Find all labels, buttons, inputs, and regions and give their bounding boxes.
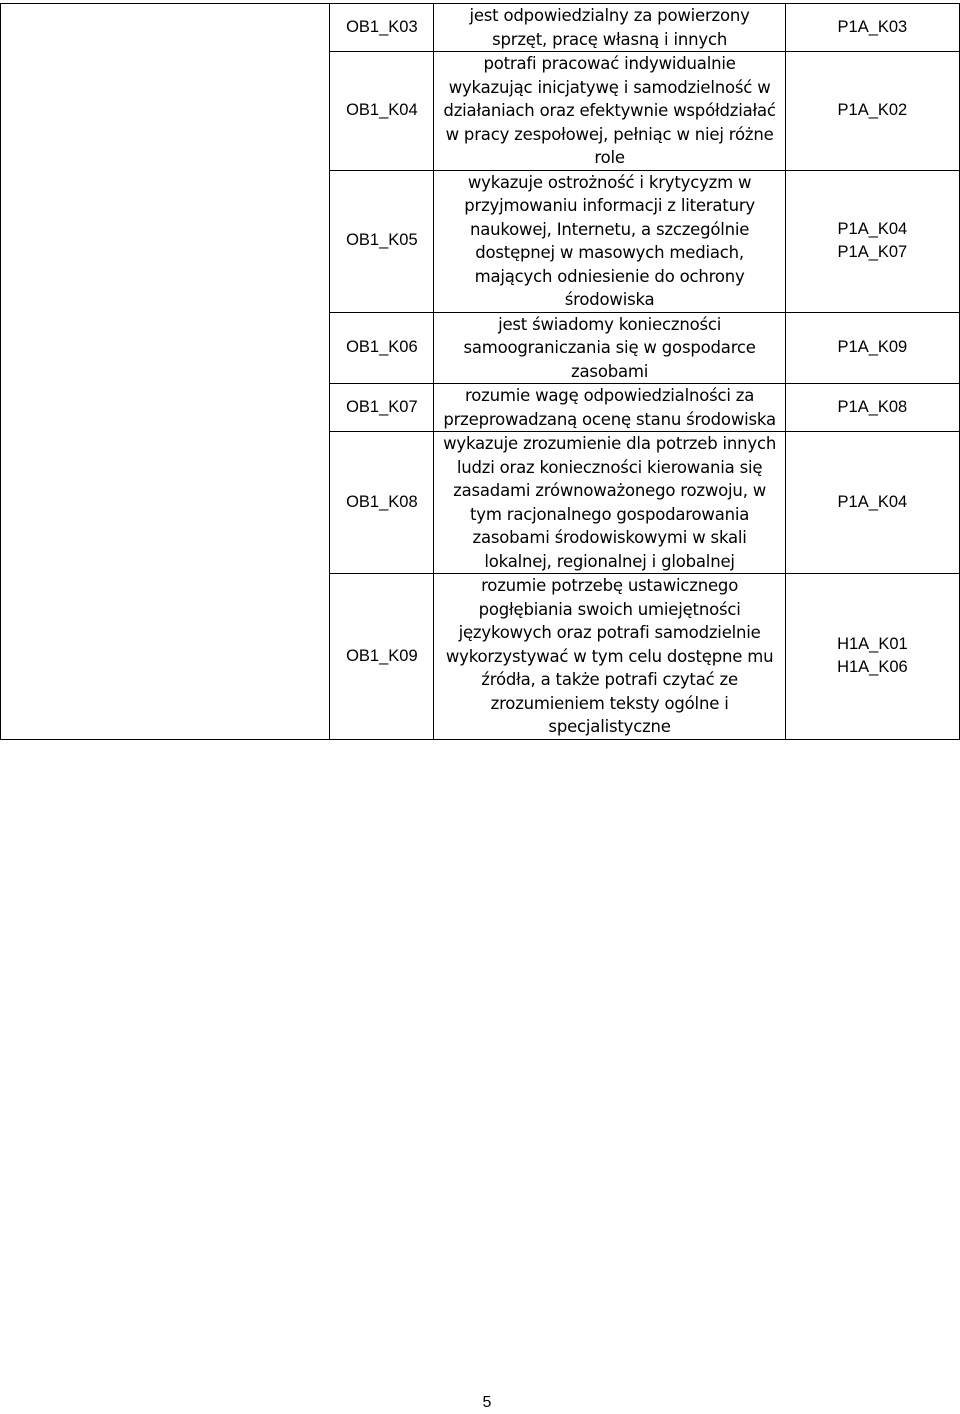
table-row [1, 4, 960, 52]
reference-codes [785, 384, 959, 432]
outcome-description: jest odpowiedzialny za powierzony sprzęt, pracę własną i innych [434, 4, 785, 52]
reference-code: P1A_K04 [837, 219, 908, 238]
reference-code: P1A_K09 [837, 338, 908, 356]
reference-codes [785, 170, 959, 312]
outcome-code: OB1_K06 [330, 312, 434, 384]
outcome-description: wykazuje zrozumienie dla potrzeb innych ludzi oraz konieczności kierowania się zasadami zrównoważonego rozwoju, w tym racjonalnego gospodarowania zasobami środowiskowymi w skali lokalnej, regionalnej i globalnej [434, 432, 785, 574]
outcome-code: OB1_K09 [330, 574, 434, 740]
reference-codes [785, 432, 959, 574]
reference-code: P1A_K07 [837, 243, 908, 261]
outcome-code: OB1_K05 [330, 170, 434, 312]
reference-code: H1A_K01 [837, 634, 908, 653]
outcome-description: potrafi pracować indywidualnie wykazując inicjatywę i samodzielność w działaniach oraz efektywnie współdziałać w pracy zespołowej, pełniąc w niej różne role [434, 52, 785, 171]
outcome-description: rozumie potrzebę ustawicznego pogłębiania swoich umiejętności językowych oraz potrafi samodzielnie wykorzystywać w tym celu dostępne mu źródła, a także potrafi czytać ze zrozumieniem teksty ogólne i specjalistyczne [434, 574, 785, 740]
reference-code: P1A_K08 [837, 397, 908, 416]
empty-column-cell [1, 4, 330, 740]
outcome-description: jest świadomy konieczności samoograniczania się w gospodarce zasobami [434, 312, 785, 384]
reference-code: P1A_K02 [837, 101, 908, 119]
outcome-code: OB1_K04 [330, 52, 434, 171]
learning-outcomes-table [0, 3, 960, 740]
outcome-code: OB1_K07 [330, 384, 434, 432]
reference-codes [785, 312, 959, 384]
page-number: 5 [482, 1394, 492, 1411]
reference-code: H1A_K06 [837, 658, 908, 677]
reference-codes [785, 574, 959, 740]
reference-codes [785, 4, 959, 52]
outcome-description: wykazuje ostrożność i krytycyzm w przyjmowaniu informacji z literatury naukowej, Internetu, a szczególnie dostępnej w masowych mediach, mających odniesienie do ochrony środowiska [434, 170, 785, 312]
reference-codes [785, 52, 959, 171]
outcome-code: OB1_K08 [330, 432, 434, 574]
outcome-description: rozumie wagę odpowiedzialności za przeprowadzaną ocenę stanu środowiska [434, 384, 785, 432]
reference-code: P1A_K03 [837, 17, 908, 36]
reference-code: P1A_K04 [837, 492, 908, 511]
outcome-code: OB1_K03 [330, 4, 434, 52]
